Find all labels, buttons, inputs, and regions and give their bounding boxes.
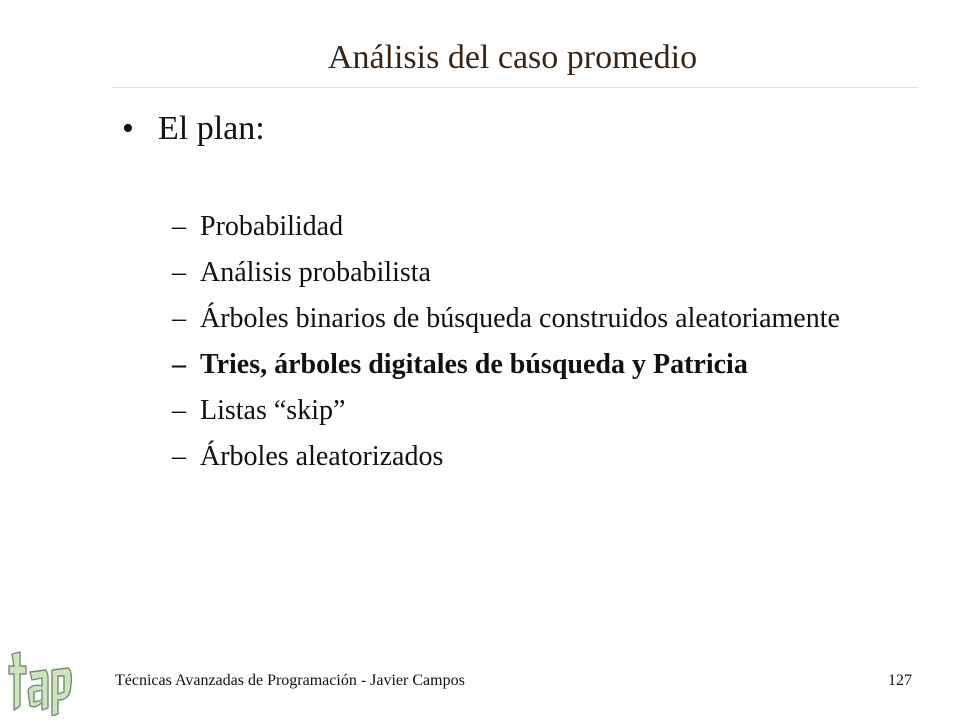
title-divider xyxy=(112,87,918,88)
footer-course-title: Técnicas Avanzadas de Programación - Javier Campos xyxy=(115,672,465,689)
list-item xyxy=(172,302,872,336)
list-item xyxy=(172,210,872,244)
list-item-highlighted xyxy=(172,348,872,382)
dash-icon: – xyxy=(172,441,186,472)
slide-title: Análisis del caso promedio xyxy=(327,39,698,76)
dash-icon: – xyxy=(172,349,186,380)
list-item xyxy=(172,440,872,474)
bullet-icon: • xyxy=(122,110,134,147)
list-item-text: Árboles binarios de búsqueda construidos aleatoriamente xyxy=(200,303,840,334)
plan-list xyxy=(172,210,872,486)
page-number: 127 xyxy=(888,672,912,689)
dash-icon: – xyxy=(172,257,186,288)
tap-logo-icon xyxy=(6,650,74,716)
main-bullet xyxy=(122,108,265,150)
list-item-text: Tries, árboles digitales de búsqueda y Patricia xyxy=(200,349,748,380)
list-item-text: Listas “skip” xyxy=(200,395,346,426)
list-item-text: Análisis probabilista xyxy=(200,257,431,288)
list-item xyxy=(172,394,872,428)
dash-icon: – xyxy=(172,303,186,334)
list-item xyxy=(172,256,872,290)
list-item-text: Probabilidad xyxy=(200,211,344,242)
list-item-text: Árboles aleatorizados xyxy=(200,441,444,472)
dash-icon: – xyxy=(172,395,186,426)
main-bullet-text: El plan: xyxy=(158,110,265,147)
dash-icon: – xyxy=(172,211,186,242)
